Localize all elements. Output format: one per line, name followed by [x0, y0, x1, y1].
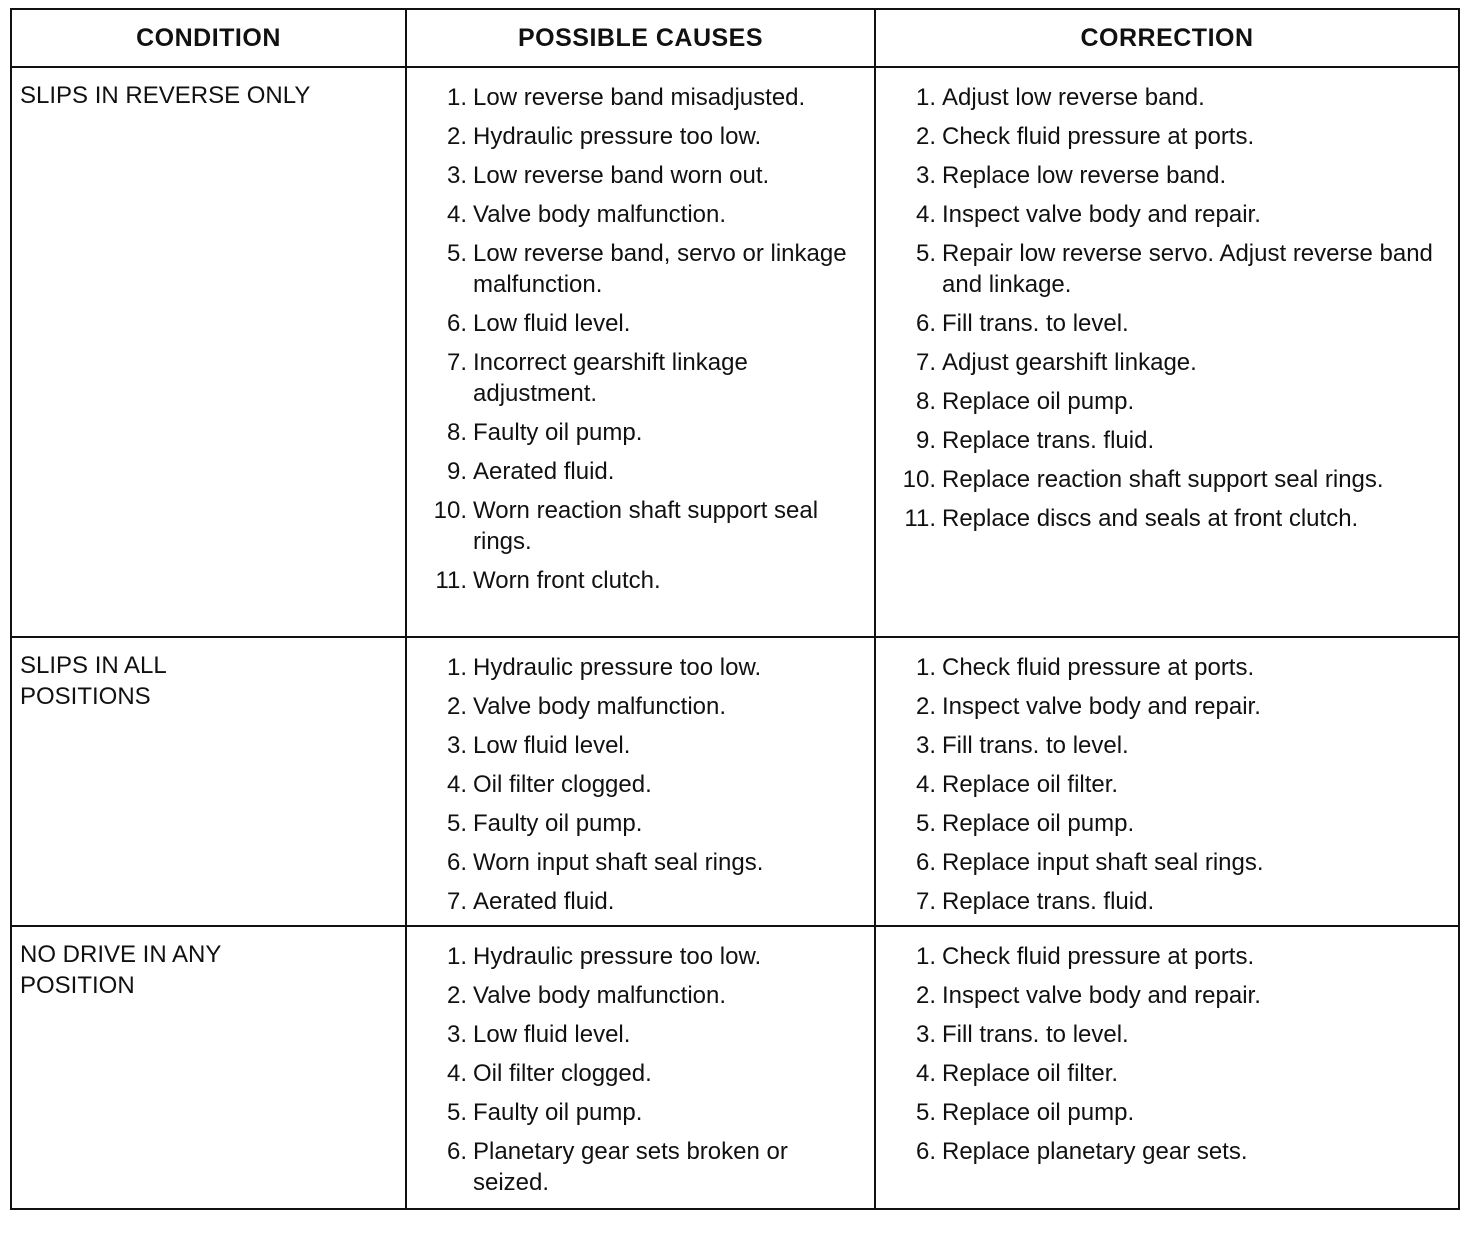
- correction-number: 8.: [915, 388, 936, 415]
- correction-text: Inspect valve body and repair.: [942, 982, 1261, 1009]
- cause-number: 2.: [446, 693, 467, 720]
- correction-text: Replace reaction shaft support seal rings.: [942, 466, 1384, 493]
- cause-item: [407, 769, 874, 800]
- correction-cell: [875, 926, 1458, 1208]
- correction-item: [876, 1058, 1458, 1089]
- correction-cell: [875, 637, 1458, 926]
- cause-number: 2.: [446, 982, 467, 1009]
- cause-item: [407, 565, 874, 596]
- cause-text: Faulty oil pump.: [473, 1099, 643, 1126]
- cause-text: Faulty oil pump.: [473, 810, 643, 837]
- correction-number: 3.: [915, 162, 936, 189]
- diagnosis-table: [12, 10, 1458, 1208]
- causes-list: [407, 927, 874, 1198]
- correction-text: Replace oil pump.: [942, 388, 1135, 415]
- cause-item: [407, 1097, 874, 1128]
- correction-text: Check fluid pressure at ports.: [942, 943, 1255, 970]
- correction-item: [876, 691, 1458, 722]
- correction-text: Fill trans. to level.: [942, 1021, 1129, 1048]
- correction-number: 1.: [915, 943, 936, 970]
- cause-item: [407, 160, 874, 191]
- correction-text: Fill trans. to level.: [942, 732, 1129, 759]
- correction-item: [876, 941, 1458, 972]
- cause-number: 1.: [446, 654, 467, 681]
- cause-text: Worn front clutch.: [473, 567, 661, 594]
- correction-item: [876, 1097, 1458, 1128]
- cause-number: 11.: [435, 567, 467, 594]
- correction-item: [876, 199, 1458, 230]
- cause-item: [407, 808, 874, 839]
- cause-item: [407, 847, 874, 878]
- cause-text: Valve body malfunction.: [473, 201, 727, 228]
- causes-list: [407, 68, 874, 596]
- cause-number: 4.: [446, 771, 467, 798]
- cause-item: [407, 1019, 874, 1050]
- cause-item: [407, 730, 874, 761]
- cause-number: 6.: [446, 1138, 467, 1165]
- cause-item: [407, 417, 874, 448]
- correction-text: Replace discs and seals at front clutch.: [942, 505, 1359, 532]
- correction-number: 9.: [915, 427, 936, 454]
- diagnosis-table-frame: [10, 8, 1460, 1210]
- correction-item: [876, 1136, 1458, 1167]
- cause-number: 1.: [446, 84, 467, 111]
- correction-text: Replace trans. fluid.: [942, 427, 1155, 454]
- correction-item: [876, 1019, 1458, 1050]
- correction-text: Replace low reverse band.: [942, 162, 1227, 189]
- correction-number: 6.: [915, 1138, 936, 1165]
- cause-number: 9.: [446, 458, 467, 485]
- header-correction: CORRECTION: [875, 10, 1458, 67]
- correction-text: Replace planetary gear sets.: [942, 1138, 1248, 1165]
- cause-item: [407, 456, 874, 487]
- cause-number: 4.: [446, 1060, 467, 1087]
- cause-item: [407, 495, 874, 557]
- corrections-list: [876, 68, 1458, 534]
- correction-item: [876, 121, 1458, 152]
- cause-text: Low reverse band worn out.: [473, 162, 770, 189]
- correction-text: Replace trans. fluid.: [942, 888, 1155, 915]
- condition-cell: [12, 637, 406, 926]
- correction-item: [876, 503, 1458, 534]
- header-possible-causes: POSSIBLE CAUSES: [406, 10, 875, 67]
- correction-text: Adjust low reverse band.: [942, 84, 1205, 111]
- correction-item: [876, 464, 1458, 495]
- header-condition: CONDITION: [12, 10, 406, 67]
- causes-cell: [406, 67, 875, 637]
- cause-text: Faulty oil pump.: [473, 419, 643, 446]
- correction-item: [876, 82, 1458, 113]
- correction-number: 1.: [915, 654, 936, 681]
- correction-number: 1.: [915, 84, 936, 111]
- correction-number: 2.: [915, 693, 936, 720]
- condition-text: NO DRIVE IN ANY POSITION: [20, 941, 221, 999]
- cause-item: [407, 308, 874, 339]
- cause-text: Low fluid level.: [473, 310, 631, 337]
- cause-text: Valve body malfunction.: [473, 693, 727, 720]
- correction-item: [876, 425, 1458, 456]
- correction-number: 5.: [915, 810, 936, 837]
- correction-number: 4.: [915, 771, 936, 798]
- cause-text: Low fluid level.: [473, 732, 631, 759]
- correction-item: [876, 386, 1458, 417]
- cause-item: [407, 980, 874, 1011]
- cause-text: Low reverse band misadjusted.: [473, 84, 806, 111]
- correction-item: [876, 308, 1458, 339]
- cause-number: 5.: [446, 240, 467, 267]
- cause-number: 3.: [446, 162, 467, 189]
- cause-item: [407, 199, 874, 230]
- correction-text: Repair low reverse servo. Adjust reverse band and linkage.: [942, 240, 1433, 298]
- cause-item: [407, 238, 874, 300]
- correction-text: Adjust gearshift linkage.: [942, 349, 1197, 376]
- condition-text: SLIPS IN ALL POSITIONS: [20, 652, 166, 710]
- cause-text: Hydraulic pressure too low.: [473, 654, 762, 681]
- condition-text: SLIPS IN REVERSE ONLY: [20, 82, 311, 109]
- causes-cell: [406, 926, 875, 1208]
- cause-number: 5.: [446, 1099, 467, 1126]
- cause-number: 6.: [446, 310, 467, 337]
- correction-item: [876, 980, 1458, 1011]
- cause-text: Hydraulic pressure too low.: [473, 943, 762, 970]
- cause-item: [407, 82, 874, 113]
- cause-item: [407, 941, 874, 972]
- correction-item: [876, 730, 1458, 761]
- cause-text: Low reverse band, servo or linkage malfunction.: [473, 240, 847, 298]
- correction-text: Check fluid pressure at ports.: [942, 123, 1255, 150]
- correction-number: 3.: [915, 1021, 936, 1048]
- row-slips-in-reverse-only: [12, 67, 1458, 637]
- cause-number: 4.: [446, 201, 467, 228]
- correction-text: Replace oil pump.: [942, 810, 1135, 837]
- row-slips-in-all-positions: [12, 637, 1458, 926]
- correction-number: 11.: [904, 505, 936, 532]
- cause-number: 6.: [446, 849, 467, 876]
- cause-number: 3.: [446, 1021, 467, 1048]
- correction-text: Inspect valve body and repair.: [942, 693, 1261, 720]
- correction-number: 5.: [915, 1099, 936, 1126]
- corrections-list: [876, 638, 1458, 917]
- table-body: [12, 67, 1458, 1208]
- cause-item: [407, 652, 874, 683]
- cause-number: 8.: [446, 419, 467, 446]
- cause-text: Planetary gear sets broken or seized.: [473, 1138, 788, 1196]
- cause-item: [407, 691, 874, 722]
- correction-item: [876, 238, 1458, 300]
- correction-item: [876, 808, 1458, 839]
- correction-text: Replace oil filter.: [942, 1060, 1119, 1087]
- cause-number: 5.: [446, 810, 467, 837]
- cause-number: 10.: [433, 497, 467, 524]
- condition-cell: [12, 67, 406, 637]
- cause-item: [407, 886, 874, 917]
- correction-item: [876, 347, 1458, 378]
- correction-item: [876, 652, 1458, 683]
- cause-item: [407, 1058, 874, 1089]
- correction-item: [876, 160, 1458, 191]
- correction-number: 6.: [915, 310, 936, 337]
- cause-text: Low fluid level.: [473, 1021, 631, 1048]
- cause-text: Oil filter clogged.: [473, 771, 652, 798]
- correction-item: [876, 886, 1458, 917]
- correction-number: 2.: [915, 123, 936, 150]
- condition-cell: [12, 926, 406, 1208]
- correction-text: Replace input shaft seal rings.: [942, 849, 1264, 876]
- cause-text: Worn input shaft seal rings.: [473, 849, 764, 876]
- correction-item: [876, 769, 1458, 800]
- correction-item: [876, 847, 1458, 878]
- cause-number: 7.: [446, 349, 467, 376]
- cause-text: Valve body malfunction.: [473, 982, 727, 1009]
- correction-cell: [875, 67, 1458, 637]
- correction-number: 6.: [915, 849, 936, 876]
- cause-text: Hydraulic pressure too low.: [473, 123, 762, 150]
- correction-text: Replace oil filter.: [942, 771, 1119, 798]
- correction-number: 10.: [902, 466, 936, 493]
- cause-number: 2.: [446, 123, 467, 150]
- correction-number: 7.: [915, 888, 936, 915]
- cause-text: Incorrect gearshift linkage adjustment.: [473, 349, 748, 407]
- cause-text: Aerated fluid.: [473, 888, 615, 915]
- causes-list: [407, 638, 874, 917]
- correction-number: 4.: [915, 1060, 936, 1087]
- cause-text: Oil filter clogged.: [473, 1060, 652, 1087]
- correction-text: Check fluid pressure at ports.: [942, 654, 1255, 681]
- correction-number: 4.: [915, 201, 936, 228]
- causes-cell: [406, 637, 875, 926]
- cause-text: Worn reaction shaft support seal rings.: [473, 497, 819, 555]
- correction-number: 7.: [915, 349, 936, 376]
- cause-number: 1.: [446, 943, 467, 970]
- cause-number: 3.: [446, 732, 467, 759]
- correction-text: Inspect valve body and repair.: [942, 201, 1261, 228]
- corrections-list: [876, 927, 1458, 1167]
- correction-text: Fill trans. to level.: [942, 310, 1129, 337]
- cause-item: [407, 347, 874, 409]
- correction-text: Replace oil pump.: [942, 1099, 1135, 1126]
- correction-number: 3.: [915, 732, 936, 759]
- cause-item: [407, 121, 874, 152]
- header-row: [12, 10, 1458, 67]
- cause-text: Aerated fluid.: [473, 458, 615, 485]
- correction-number: 2.: [915, 982, 936, 1009]
- correction-number: 5.: [915, 240, 936, 267]
- cause-item: [407, 1136, 874, 1198]
- cause-number: 7.: [446, 888, 467, 915]
- row-no-drive-in-any-position: [12, 926, 1458, 1208]
